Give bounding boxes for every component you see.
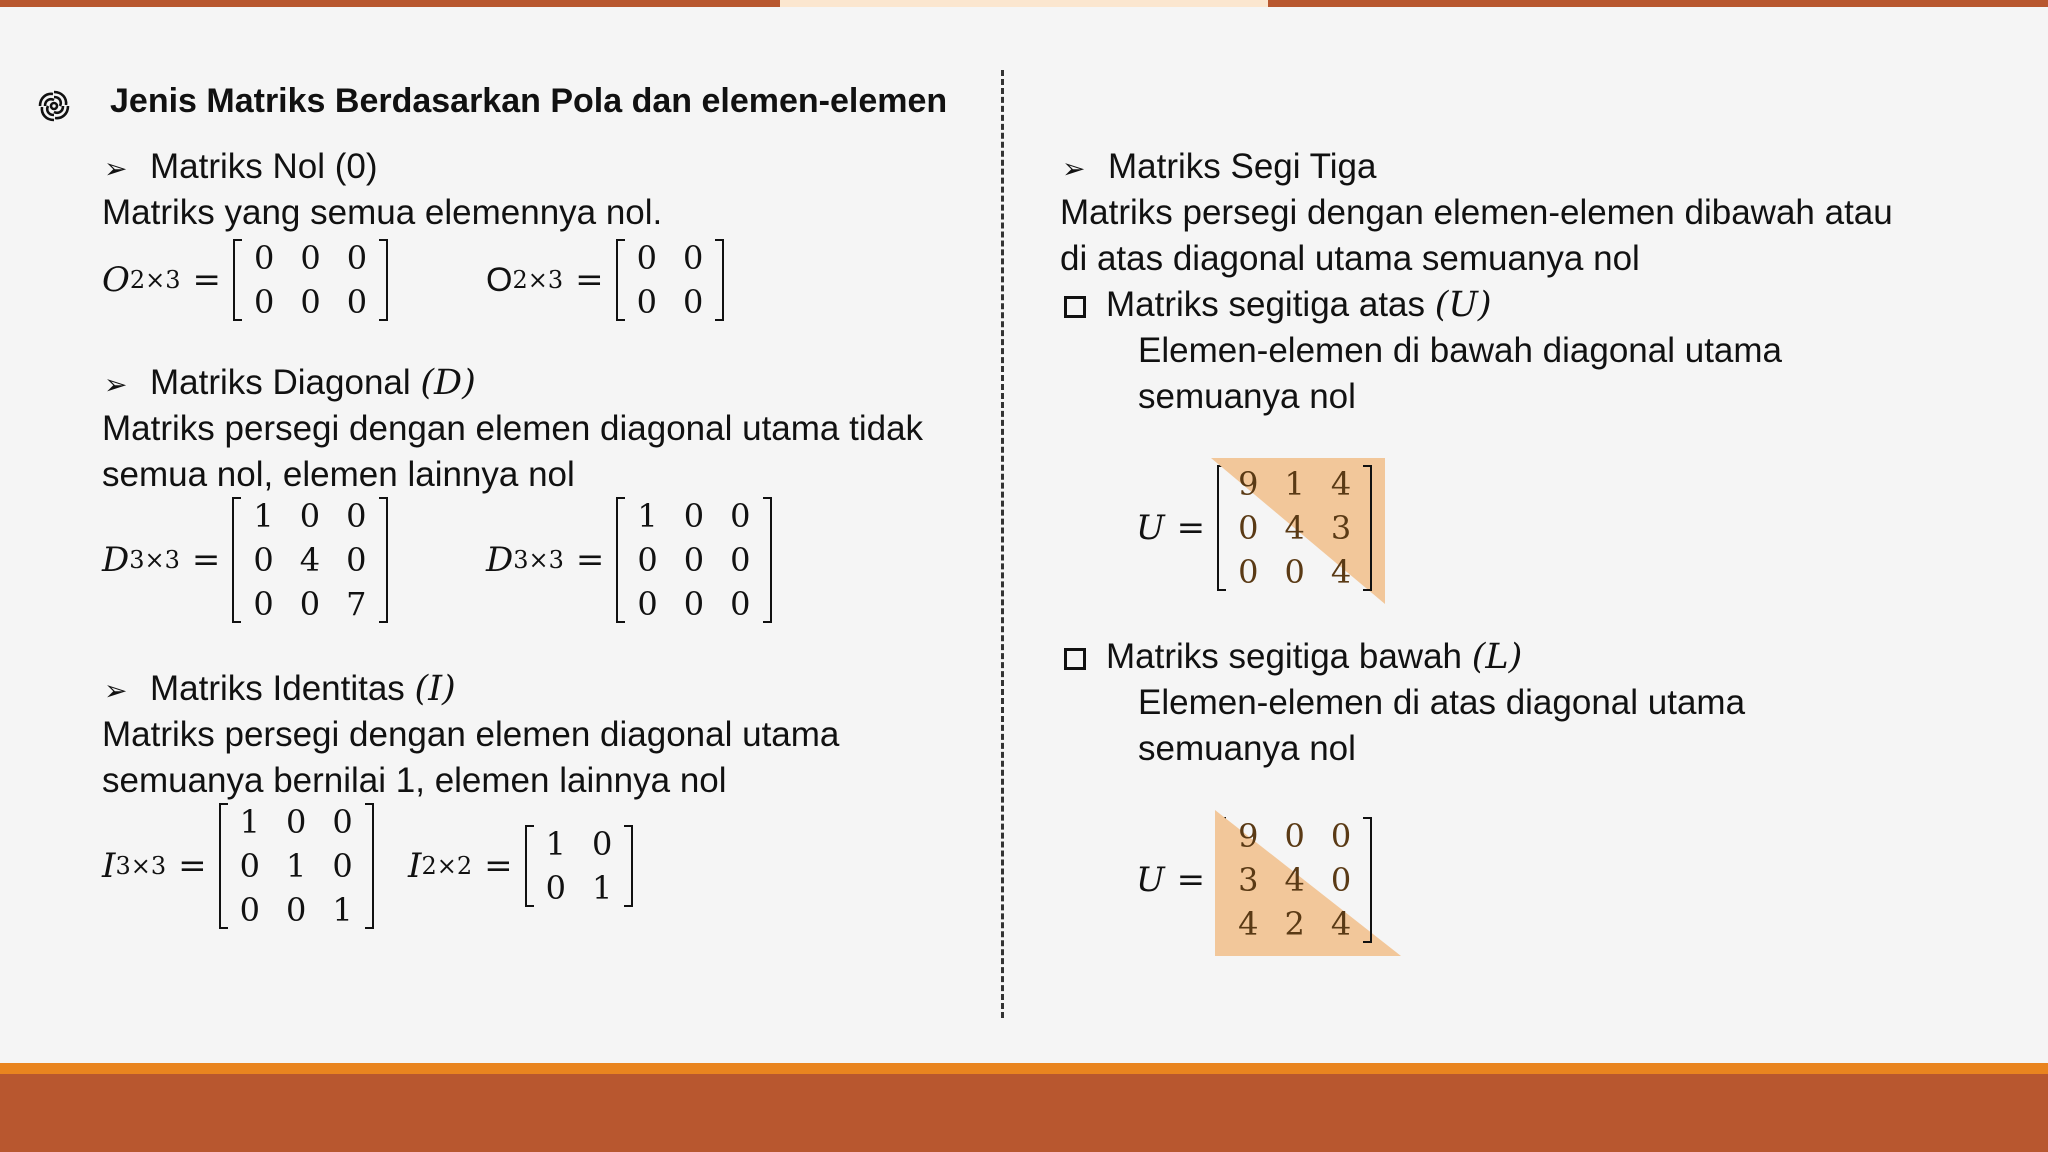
matrix-cell: 0 xyxy=(545,869,566,907)
swirl-logo-icon xyxy=(36,88,72,124)
matrix-cell: 0 xyxy=(1330,817,1352,855)
desc-atas-line1: Elemen-elemen di bawah diagonal utama xyxy=(1138,331,1783,370)
matrix-cell: 0 xyxy=(239,847,260,885)
column-divider xyxy=(1001,70,1004,1018)
equation-segitiga-bawah: U = 9 0 0 3 4 0 4 2 4 xyxy=(1136,814,1372,946)
matrix-cell: 0 xyxy=(1238,509,1259,547)
matrix-cell: 2 xyxy=(1284,905,1305,943)
matrix-cell: 1 xyxy=(285,847,307,885)
matrix-cell: 0 xyxy=(1238,553,1259,591)
matrix-cell: 0 xyxy=(285,803,307,841)
equation-identitas-1: I 3×3 = 1 0 0 0 1 0 0 0 1 xyxy=(102,800,374,932)
desc-diagonal-line2: semua nol, elemen lainnya nol xyxy=(102,455,575,494)
matrix-cell: 1 xyxy=(253,497,274,535)
arrow-bullet-icon: ➢ xyxy=(104,153,128,184)
matrix-cell: 0 xyxy=(253,585,274,623)
matrix-cell: 0 xyxy=(636,283,657,321)
matrix-cell: 4 xyxy=(1284,861,1305,899)
matrix-cell: 0 xyxy=(730,541,751,579)
equation-diagonal-2: D 3×3 = 1 0 0 0 0 0 0 0 0 xyxy=(486,494,772,626)
matrix-cell: 4 xyxy=(1330,553,1352,591)
desc-identitas-line2: semuanya bernilai 1, elemen lainnya nol xyxy=(102,761,727,800)
matrix-segitiga-bawah xyxy=(1217,814,1372,946)
matrix-cell: 0 xyxy=(346,283,368,321)
equation-identitas-2: I 2×2 = 1 0 0 1 xyxy=(408,822,633,910)
desc-atas-line2: semuanya nol xyxy=(1138,377,1356,416)
matrix-cell: 0 xyxy=(254,239,275,277)
desc-bawah-line2: semuanya nol xyxy=(1138,729,1356,768)
matrix-cell: 0 xyxy=(637,585,658,623)
heading-matriks-segi-tiga: ➢ Matriks Segi Tiga xyxy=(1062,144,1376,192)
top-accent-bar-right xyxy=(1268,0,2048,7)
matrix-cell: 0 xyxy=(299,585,321,623)
matrix-cell: 0 xyxy=(683,497,705,535)
matrix-cell: 0 xyxy=(591,825,613,863)
heading-segitiga-atas: Matriks segitiga atas (U) xyxy=(1064,282,1492,328)
footer-accent-line xyxy=(0,1063,2048,1074)
top-accent-bar-middle xyxy=(780,0,1268,7)
matrix-cell: 0 xyxy=(682,239,704,277)
equation-nol-1: O 2×3 = 0 0 0 0 0 0 xyxy=(102,236,388,324)
equation-nol-2: O 2×3 = 0 0 0 0 xyxy=(486,236,724,324)
desc-segi-tiga-line1: Matriks persegi dengan elemen-elemen dibawah atau xyxy=(1060,193,1893,232)
matrix-cell: 1 xyxy=(1284,465,1305,503)
matrix-cell: 0 xyxy=(300,239,321,277)
arrow-bullet-icon: ➢ xyxy=(104,369,128,400)
equation-segitiga-atas: U = 9 1 4 0 4 3 0 0 4 xyxy=(1136,462,1372,594)
matrix-diagonal-1 xyxy=(232,494,387,626)
heading-matriks-identitas: ➢ Matriks Identitas (I) xyxy=(104,666,456,714)
matrix-cell: 4 xyxy=(1238,905,1259,943)
desc-identitas-line1: Matriks persegi dengan elemen diagonal utama xyxy=(102,715,840,754)
heading-matriks-diagonal: ➢ Matriks Diagonal (D) xyxy=(104,360,476,408)
matrix-nol-1 xyxy=(233,236,388,324)
matrix-cell: 0 xyxy=(1284,553,1305,591)
arrow-bullet-icon: ➢ xyxy=(1062,153,1086,184)
matrix-cell: 0 xyxy=(239,891,260,929)
footer-bar xyxy=(0,1074,2048,1152)
matrix-cell: 4 xyxy=(1330,905,1352,943)
matrix-cell: 4 xyxy=(1330,465,1352,503)
matrix-cell: 9 xyxy=(1238,817,1259,855)
matrix-cell: 3 xyxy=(1330,509,1352,547)
matrix-cell: 0 xyxy=(299,497,321,535)
matrix-cell: 0 xyxy=(300,283,321,321)
matrix-cell: 0 xyxy=(636,239,657,277)
matrix-cell: 0 xyxy=(285,891,307,929)
matrix-cell: 0 xyxy=(332,803,353,841)
page-title: Jenis Matriks Berdasarkan Pola dan elemen-elemen xyxy=(110,82,948,120)
matrix-cell: 1 xyxy=(591,869,613,907)
matrix-cell: 0 xyxy=(683,585,705,623)
matrix-cell: 0 xyxy=(332,847,353,885)
matrix-cell: 0 xyxy=(1284,817,1305,855)
equation-diagonal-1: D 3×3 = 1 0 0 0 4 0 0 0 7 xyxy=(102,494,388,626)
arrow-bullet-icon: ➢ xyxy=(104,675,128,706)
desc-diagonal-line1: Matriks persegi dengan elemen diagonal utama tidak xyxy=(102,409,924,448)
matrix-cell: 0 xyxy=(683,541,705,579)
matrix-cell: 4 xyxy=(299,541,321,579)
matrix-diagonal-2 xyxy=(616,494,771,626)
matrix-nol-2 xyxy=(616,236,725,324)
desc-segi-tiga-line2: di atas diagonal utama semuanya nol xyxy=(1060,239,1640,278)
desc-matriks-nol: Matriks yang semua elemennya nol. xyxy=(102,193,663,232)
matrix-cell: 1 xyxy=(332,891,353,929)
matrix-cell: 1 xyxy=(239,803,260,841)
matrix-cell: 0 xyxy=(253,541,274,579)
matrix-identitas-2 xyxy=(525,822,634,910)
matrix-cell: 0 xyxy=(637,541,658,579)
matrix-cell: 7 xyxy=(346,585,367,623)
top-accent-bar-left xyxy=(0,0,780,7)
matrix-cell: 0 xyxy=(730,497,751,535)
checkbox-bullet-icon xyxy=(1064,648,1086,670)
matrix-cell: 0 xyxy=(1330,861,1352,899)
matrix-identitas-1 xyxy=(219,800,374,932)
checkbox-bullet-icon xyxy=(1064,296,1086,318)
matrix-cell: 0 xyxy=(346,541,367,579)
matrix-cell: 4 xyxy=(1284,509,1305,547)
desc-bawah-line1: Elemen-elemen di atas diagonal utama xyxy=(1138,683,1746,722)
matrix-cell: 1 xyxy=(637,497,658,535)
matrix-cell: 0 xyxy=(346,497,367,535)
matrix-segitiga-atas xyxy=(1217,462,1372,594)
heading-matriks-nol: ➢ Matriks Nol (0) xyxy=(104,144,378,192)
heading-segitiga-bawah: Matriks segitiga bawah (L) xyxy=(1064,634,1522,680)
matrix-cell: 0 xyxy=(682,283,704,321)
matrix-cell: 1 xyxy=(545,825,566,863)
matrix-cell: 3 xyxy=(1238,861,1259,899)
matrix-cell: 0 xyxy=(254,283,275,321)
matrix-cell: 0 xyxy=(730,585,751,623)
matrix-cell: 0 xyxy=(346,239,368,277)
matrix-cell: 9 xyxy=(1238,465,1259,503)
